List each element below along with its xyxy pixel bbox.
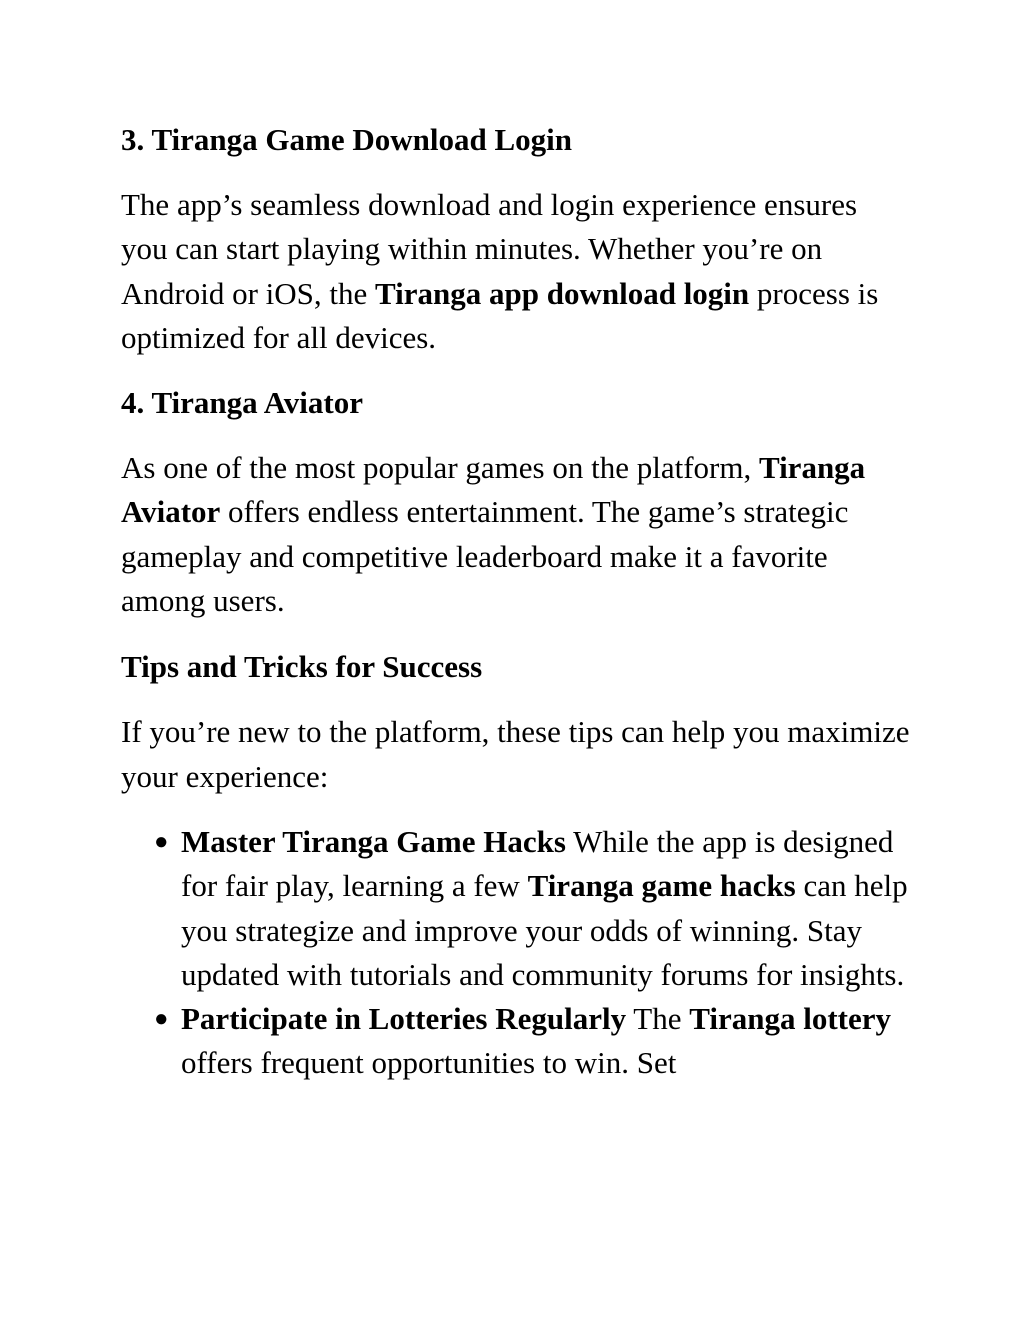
bold-keyword: Tiranga lottery xyxy=(689,1001,891,1037)
list-item xyxy=(121,820,911,997)
paragraph-text: process is optimized for all devices. xyxy=(121,275,879,355)
tip-text: can help you strategize and improve your odds of winning. Stay updated with tutorials and community forums for insights. xyxy=(181,868,908,992)
section-paragraph-download-login xyxy=(121,183,911,360)
tip-text: offers frequent opportunities to win. Set xyxy=(181,1045,677,1081)
bullet-icon: ● xyxy=(154,1006,169,1033)
bold-keyword: Tiranga app download login xyxy=(375,275,750,311)
paragraph-text: offers endless entertainment. The game’s strategic gameplay and competitive leaderboard make it a favorite among users. xyxy=(121,494,849,619)
list-item xyxy=(121,997,911,1086)
tips-list xyxy=(121,820,911,1086)
bold-keyword: Tiranga Aviator xyxy=(121,450,866,530)
section-heading-tips: Tips and Tricks for Success xyxy=(121,649,483,685)
section-paragraph-aviator xyxy=(121,446,911,623)
bullet-icon: ● xyxy=(154,828,169,855)
section-heading-aviator: 4. Tiranga Aviator xyxy=(121,385,363,421)
tip-text: The xyxy=(626,1001,690,1037)
document-page xyxy=(121,118,911,1086)
tip-title: Participate in Lotteries Regularly xyxy=(181,1001,627,1037)
paragraph-text: As one of the most popular games on the platform, xyxy=(121,450,759,486)
tips-intro-paragraph: If you’re new to the platform, these tips can help you maximize your experience: xyxy=(121,714,910,794)
tip-text: While the app is designed for fair play, learning a few xyxy=(181,823,894,904)
bold-keyword: Tiranga game hacks xyxy=(527,868,796,904)
tip-title: Master Tiranga Game Hacks xyxy=(181,823,566,859)
paragraph-text: The app’s seamless download and login experience ensures you can start playing within minutes. Whether you’re on Android or iOS, the xyxy=(121,187,858,311)
section-heading-download-login: 3. Tiranga Game Download Login xyxy=(121,122,573,157)
